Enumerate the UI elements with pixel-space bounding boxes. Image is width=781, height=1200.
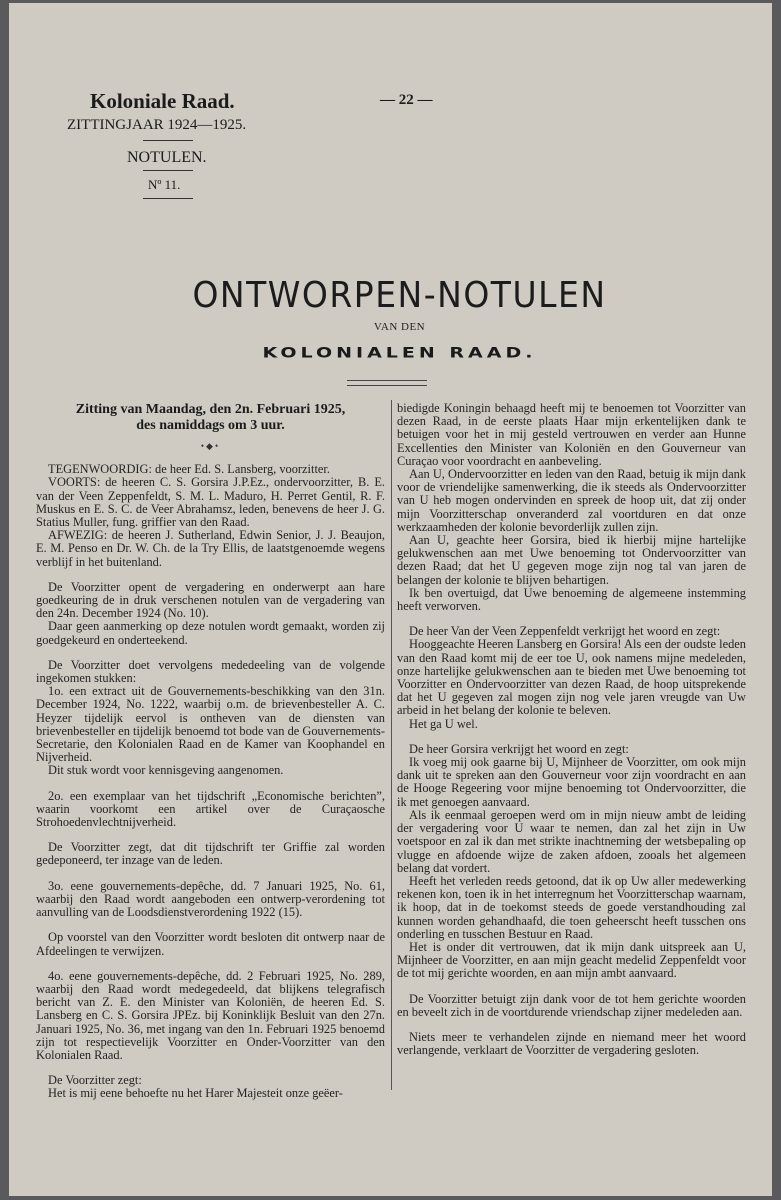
right-column — [397, 402, 746, 1057]
paragraph: Op voorstel van den Voorzitter wordt besloten dit ontwerp naar de Afdeelingen te verwijzen. — [36, 930, 385, 958]
divider — [143, 140, 193, 141]
divider — [143, 170, 193, 171]
paragraph: Heeft het verleden reeds getoond, dat ik op Uw aller medewerking rekenen kon, toen ik in het interregnum het Voorzitterschap waarnam, ik hoop, dat in de toekomst steeds de goede verstandhouding zal kunnen worden gehandhaafd, die toen geheerscht heeft tusschen ons onderling en tusschen Bestuur en Raad. — [397, 873, 746, 941]
paragraph: De heer Van der Veen Zeppenfeldt verkrijgt het woord en zegt: — [409, 624, 721, 639]
ornament: •◆• — [200, 441, 221, 451]
paragraph: 1o. een extract uit de Gouvernements-beschikking van den 31n. December 1924, No. 1222, waarbij o.m. de brievenbesteller A. C. Heyzer tijdelijk eervol is ontheven van de diensten van brievenbesteller en tijdelijk benoemd tot bode van de Gouvernements-Secretarie, den Kolonialen Raad en de Kamer van Koophandel en Nijverheid. — [36, 684, 385, 765]
paragraph: 2o. een exemplaar van het tijdschrift „Economische berichten”, waarin voorkomt een artikel over de Curaçaosche Strohoedenvlechtnijverheid. — [36, 788, 385, 830]
column-separator — [391, 400, 392, 1090]
paragraph: De Voorzitter doet vervolgens mededeeling van de volgende ingekomen stukken: — [36, 657, 385, 686]
session-heading: Zitting van Maandag, den 2n. Februari 1925, des namiddags om 3 uur. — [75, 402, 346, 433]
paragraph: Het ga U wel. — [409, 716, 478, 731]
issue-number: Nº 11. — [148, 177, 181, 192]
paragraph: Daar geen aanmerking op deze notulen wordt gemaakt, worden zij goedgekeurd en onderteekend. — [36, 619, 385, 647]
paragraph: De Voorzitter opent de vergadering en onderwerpt aan hare goedkeuring de in druk verschenen notulen van de vergadering van den 24n. December 1924 (No. 10). — [36, 579, 385, 621]
paragraph: Hooggeachte Heeren Lansberg en Gorsira! Als een der oudste leden van den Raad komt mij de eer toe U, ook namens mijne medeleden, onze hartelijke gelukwenschen aan te bieden met Uwe benoeming tot Voorzitter en Ondervoorzitter van dezen Raad, de hoop uitsprekende dat het U gegeven zal mogen zijn nog vele jaren vreugde van Uw arbeid in het belang der kolonie te beleven. — [397, 637, 746, 718]
document-title: ONTWORPEN-NOTULEN — [192, 273, 607, 316]
paragraph: Ik ben overtuigd, dat Uwe benoeming de algemeene instemming heeft verworven. — [397, 585, 746, 614]
paragraph: Het is onder dit vertrouwen, dat ik mijn dank uitspreek aan U, Mijnheer de Voorzitter, en aan mijn geacht medelid Zeppenfeldt voor de tot mij gerichte woorden, en aan mijn ambt aanvaard. — [397, 939, 746, 981]
paragraph: De heer Gorsira verkrijgt het woord en zegt: — [409, 741, 629, 756]
paragraph: De Voorzitter zegt: — [48, 1073, 142, 1088]
paragraph: VOORTS: de heeren C. S. Gorsira J.P.Ez., ondervoorzitter, B. E. van der Veen Zeppenfeldt, S. M. L. Maduro, H. Perret Gentil, R. F. Muskus en E. S. C. de Veer Abrahamsz, leden, benevens de heer J. G. Statius Muller, fung. griffier van den Raad. — [36, 475, 385, 530]
paragraph: Als ik eenmaal geroepen werd om in mijn nieuw ambt de leiding der vergadering voor U waar te nemen, dan zal het zijn in Uw voetspoor en zal ik dan met strikte inachtneming der wetsbepaling op vlugge en afdoende wijze de zaken afdoen, zooals het algemeen belang dat vordert. — [397, 807, 746, 875]
paragraph: TEGENWOORDIG: de heer Ed. S. Lansberg, voorzitter. — [48, 462, 330, 477]
section-label: NOTULEN. — [127, 149, 207, 166]
paragraph: Ik voeg mij ook gaarne bij U, Mijnheer de Voorzitter, om ook mijn dank uit te spreken aan den Gouverneur voor zijn voordracht en aan de Hooge Regeering voor mijne benoeming tot Ondervoorzitter, die ik met genoegen aanvaard. — [397, 755, 746, 809]
session-year: ZITTINGJAAR 1924—1925. — [67, 117, 247, 133]
paragraph: De Voorzitter betuigt zijn dank voor de tot hem gerichte woorden en beveelt zich in de voortdurende vriendschap zijner medeleden aan. — [397, 991, 746, 1019]
paragraph: biedigde Koningin behaagd heeft mij te benoemen tot Voorzitter van dezen Raad, in de eerste plaats Haar mijn erkentelijken dank te betuigen voor het in mij gesteld vertrouwen en verder aan Hunne Excellenties den Minister van Koloniën en den Gouverneur van Curaçao voor voordracht en aanbeveling. — [397, 401, 746, 468]
page-number: — 22 — — [380, 92, 433, 108]
council-name-banner: KOLONIALEN RAAD. — [262, 344, 537, 362]
double-rule — [347, 380, 427, 386]
paragraph: Dit stuk wordt voor kennisgeving aangenomen. — [48, 763, 284, 778]
paragraph: 4o. eene gouvernements-depêche, dd. 2 Februari 1925, No. 289, waarbij den Raad wordt medegedeeld, dat blijkens telegrafisch bericht van Z. E. den Minister van Koloniën, de heeren Ed. S. Lansberg en C. S. Gorsira JPEz. bij Koninklijk Besluit van den 27n. Januari 1925, No. 36, met ingang van den 1n. Februari 1925 benoemd zijn tot respectievelijk Voorzitter en Onder-Voorzitter van den Kolonialen Raad. — [36, 968, 385, 1062]
title-connector: VAN DEN — [373, 321, 426, 333]
paragraph: AFWEZIG: de heeren J. Sutherland, Edwin Senior, J. J. Beaujon, E. M. Penso en Dr. W. Ch. de la Try Ellis, de laatstgenoemde wegens verblijf in het buitenland. — [36, 528, 385, 569]
paragraph: 3o. eene gouvernements-depêche, dd. 7 Januari 1925, No. 61, waarbij den Raad wordt aangeboden een ontwerp-verordening tot aanvulling van de Loodsdienstverordening 1922 (15). — [36, 878, 385, 920]
divider — [143, 198, 193, 199]
council-heading: Koloniale Raad. — [90, 89, 235, 113]
left-column — [36, 402, 385, 1101]
paragraph: Aan U, geachte heer Gorsira, bied ik hierbij mijne hartelijke gelukwenschen aan met Uwe benoeming tot Ondervoorzitter van dezen Raad; dat het U gegeven moge zijn nog tal van jaren de belangen der kolonie te blijven behartigen. — [397, 533, 746, 587]
paragraph: De Voorzitter zegt, dat dit tijdschrift ter Griffie zal worden gedeponeerd, ter inzage van de leden. — [36, 840, 385, 868]
paragraph: Het is mij eene behoefte nu het Harer Majesteit onze geëer- — [48, 1086, 343, 1101]
paragraph: Niets meer te verhandelen zijnde en niemand meer het woord verlangende, verklaart de Voorzitter de vergadering gesloten. — [397, 1029, 746, 1058]
paragraph: Aan U, Ondervoorzitter en leden van den Raad, betuig ik mijn dank voor de vriendelijke samenwerking, die ik steeds als Ondervoorzitter van U heb mogen ondervinden en spreek de hoop uit, dat zij onder mijn Voorzitterschap onveranderd zal voortduren en dat onze werkzaamheden der kolonie bevorderlijk zullen zijn. — [397, 467, 746, 534]
